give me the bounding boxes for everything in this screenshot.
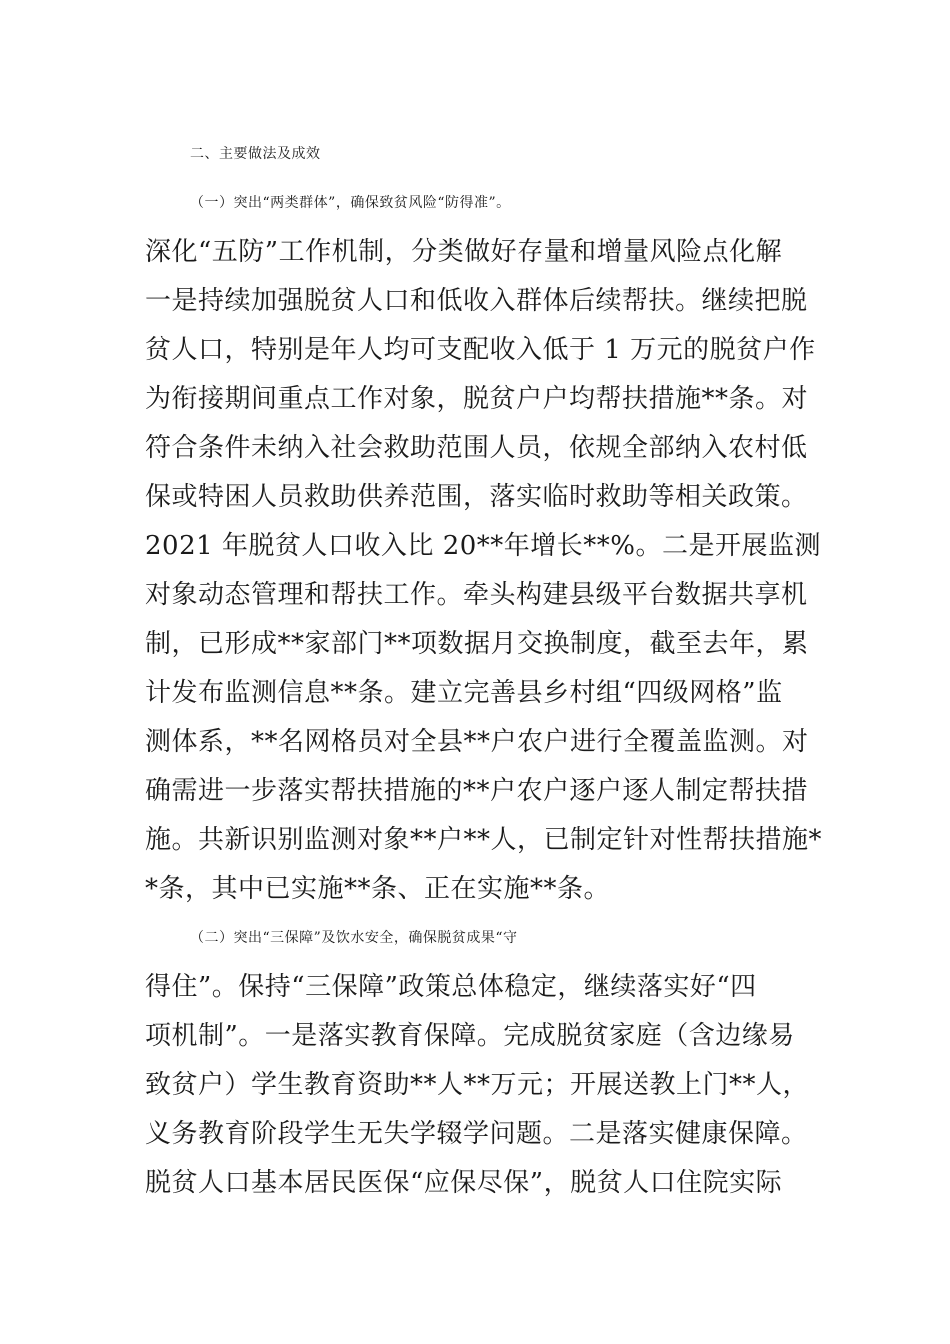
body-line: 贫人口，特别是年人均可支配收入低于 1 万元的脱贫户作 — [145, 335, 816, 365]
body-line: 对象动态管理和帮扶工作。牵头构建县级平台数据共享机 — [145, 580, 808, 610]
body-line: 义务教育阶段学生无失学辍学问题。二是落实健康保障。 — [145, 1119, 808, 1149]
body-line: 一是持续加强脱贫人口和低收入群体后续帮扶。继续把脱 — [145, 286, 808, 316]
body-line: *条，其中已实施**条、正在实施**条。 — [145, 874, 611, 904]
body-line: 得住”。保持“三保障”政策总体稳定，继续落实好“四 — [145, 972, 757, 1002]
body-line: 确需进一步落实帮扶措施的**户农户逐户逐人制定帮扶措 — [145, 776, 809, 806]
body-line: 符合条件未纳入社会救助范围人员，依规全部纳入农村低 — [145, 433, 808, 463]
body-line: 计发布监测信息**条。建立完善县乡村组“四级网格”监 — [145, 678, 783, 708]
section-heading: 二、主要做法及成效 — [190, 146, 321, 162]
body-line: 制，已形成**家部门**项数据月交换制度，截至去年，累 — [145, 629, 809, 659]
body-line: 深化“五防”工作机制，分类做好存量和增量风险点化解 — [145, 237, 783, 267]
body-line: 项机制”。一是落实教育保障。完成脱贫家庭（含边缘易 — [145, 1021, 795, 1051]
body-line: 施。共新识别监测对象**户**人，已制定针对性帮扶措施* — [145, 825, 823, 855]
body-line: 2021 年脱贫人口收入比 20**年增长**%。二是开展监测 — [145, 531, 821, 561]
body-line: 测体系，**名网格员对全县**户农户进行全覆盖监测。对 — [145, 727, 809, 757]
subsection-heading-2: （二）突出“三保障”及饮水安全，确保脱贫成果“守 — [190, 930, 518, 946]
body-line: 脱贫人口基本居民医保“应保尽保”，脱贫人口住院实际 — [145, 1168, 783, 1198]
body-line: 保或特困人员救助供养范围，落实临时救助等相关政策。 — [145, 482, 808, 512]
body-line: 致贫户）学生教育资助**人**万元；开展送教上门**人， — [145, 1070, 810, 1100]
body-line: 为衔接期间重点工作对象，脱贫户户均帮扶措施**条。对 — [145, 384, 809, 414]
subsection-heading-1: （一）突出“两类群体”，确保致贫风险“防得准”。 — [190, 195, 511, 211]
